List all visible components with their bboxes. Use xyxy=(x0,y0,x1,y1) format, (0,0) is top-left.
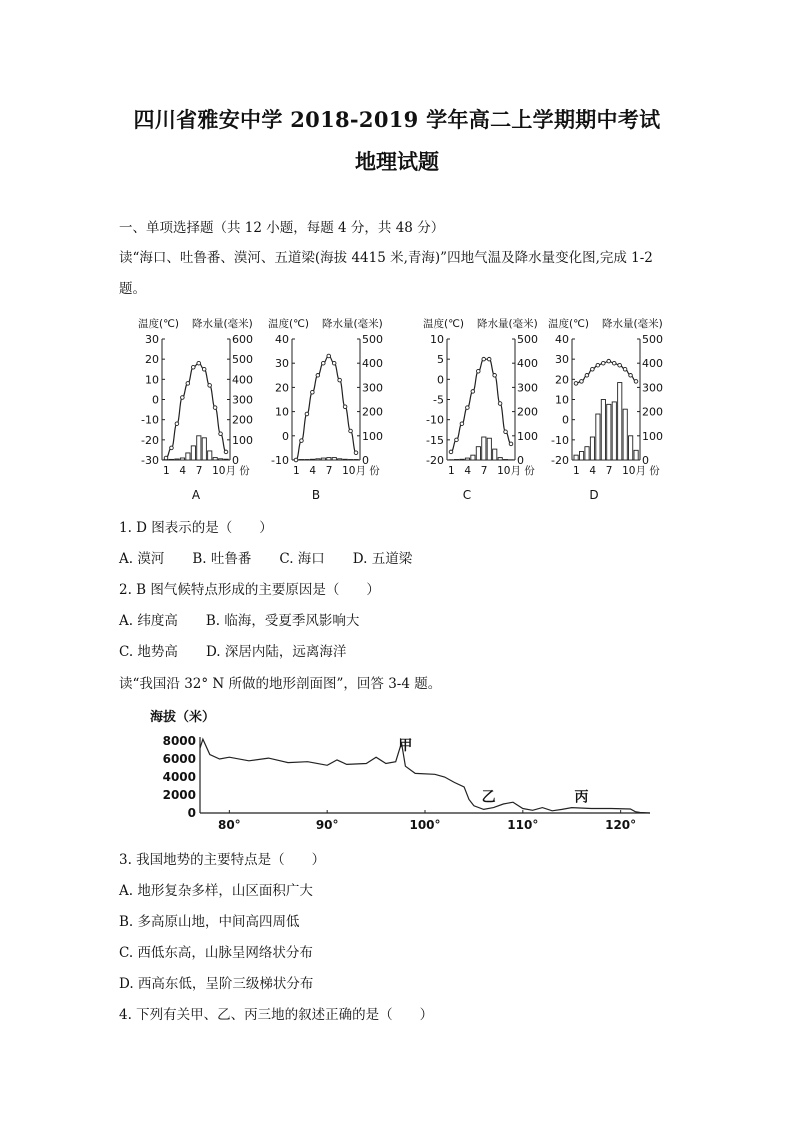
temperature-point xyxy=(327,354,331,358)
profile-annotation: 丙 xyxy=(574,789,589,806)
profile-y-tick-label: 8000 xyxy=(162,734,196,748)
precipitation-bar xyxy=(213,458,217,460)
temperature-point xyxy=(300,439,304,443)
temperature-point xyxy=(449,450,453,454)
precipitation-bar xyxy=(321,458,325,460)
precipitation-bar xyxy=(186,453,190,460)
precipitation-bar xyxy=(487,438,491,460)
option[interactable]: D. 五道梁 xyxy=(352,551,413,567)
precipitation-bar xyxy=(338,459,342,460)
temperature-point xyxy=(311,390,315,394)
temperature-line xyxy=(296,356,356,460)
temperature-point xyxy=(476,369,480,373)
precipitation-bar xyxy=(180,458,184,460)
precipitation-bar xyxy=(590,437,594,460)
precipitation-bar xyxy=(629,436,633,460)
precipitation-bar xyxy=(175,459,179,460)
temperature-point xyxy=(618,363,622,367)
precipitation-bar xyxy=(498,458,502,460)
temp-tick-label: 30 xyxy=(145,333,159,346)
temp-tick-label: -5 xyxy=(433,393,444,407)
option[interactable]: A. 漠河 xyxy=(119,551,165,567)
precip-tick-label: 400 xyxy=(517,357,538,371)
precipitation-bar xyxy=(224,459,228,460)
precipitation-bar xyxy=(585,447,589,460)
chart-label-d: D xyxy=(589,488,599,502)
precipitation-bar xyxy=(465,458,469,460)
temperature-point xyxy=(487,357,491,361)
option[interactable]: D. 西高东低，呈阶三级梯状分布 xyxy=(119,976,314,992)
precipitation-bar xyxy=(310,459,314,460)
temperature-point xyxy=(197,361,201,365)
temp-tick-label: 20 xyxy=(275,381,289,395)
profile-x-tick-label: 100° xyxy=(409,818,441,832)
temperature-point xyxy=(349,429,353,433)
precipitation-bar xyxy=(316,459,320,460)
temp-tick-label: 0 xyxy=(562,413,569,427)
profile-x-tick-label: 80° xyxy=(217,818,241,832)
temperature-point xyxy=(493,374,497,378)
precip-tick-label: 600 xyxy=(232,333,253,346)
precip-tick-label: 300 xyxy=(517,381,538,395)
option[interactable]: B. 多高原山地，中间高四周低 xyxy=(119,914,300,930)
month-tick-label: 10月 份 xyxy=(212,465,250,477)
temperature-point xyxy=(607,359,611,363)
precip-tick-label: 200 xyxy=(232,413,253,427)
climate-charts xyxy=(130,315,670,505)
chart-label-b: B xyxy=(311,488,321,502)
temperature-point xyxy=(338,378,342,382)
profile-y-tick-label: 4000 xyxy=(162,770,196,784)
precipitation-bar xyxy=(493,449,497,460)
terrain-profile-chart xyxy=(140,703,660,838)
precipitation-bar xyxy=(618,383,622,460)
month-tick-label: 1 xyxy=(293,465,300,477)
axis-title-temperature: 温度(℃) xyxy=(423,318,464,330)
paper-title: 四川省雅安中学 2018-2019 学年高二上学期期中考试 xyxy=(133,107,661,132)
temperature-point xyxy=(213,406,217,410)
temp-tick-label: 10 xyxy=(555,393,569,407)
temp-tick-label: -10 xyxy=(426,413,444,427)
precip-tick-label: 0 xyxy=(362,454,369,467)
month-tick-label: 10月 份 xyxy=(622,465,660,477)
precip-tick-label: 100 xyxy=(517,429,538,443)
month-tick-label: 10月 份 xyxy=(342,465,380,477)
precipitation-bar xyxy=(191,446,195,460)
temperature-point xyxy=(482,357,486,361)
temperature-point xyxy=(181,396,185,400)
precipitation-bar xyxy=(343,459,347,460)
precip-tick-label: 100 xyxy=(362,429,383,443)
axis-title-precipitation: 降水量(毫米) xyxy=(477,318,538,330)
precip-tick-label: 200 xyxy=(362,405,383,419)
temperature-point xyxy=(191,365,195,369)
precip-tick-label: 0 xyxy=(642,454,649,467)
question-3-stem: 3. 我国地势的主要特点是（ ） xyxy=(119,852,326,868)
month-tick-label: 4 xyxy=(464,465,472,477)
temp-tick-label: -10 xyxy=(271,454,289,467)
temp-tick-label: -20 xyxy=(141,433,159,447)
precip-tick-label: 100 xyxy=(642,429,663,443)
temperature-point xyxy=(574,382,578,386)
option[interactable]: D. 深居内陆，远离海洋 xyxy=(205,644,347,660)
option[interactable]: A. 地形复杂多样，山区面积广大 xyxy=(119,883,313,899)
precip-tick-label: 400 xyxy=(362,357,383,371)
temp-tick-label: -20 xyxy=(551,454,569,467)
profile-y-tick-label: 6000 xyxy=(162,752,196,766)
temp-tick-label: 0 xyxy=(152,393,159,407)
temperature-point xyxy=(224,450,228,454)
temperature-point xyxy=(504,430,508,434)
chart-label-c: C xyxy=(462,488,472,502)
temperature-point xyxy=(471,390,475,394)
precipitation-bar xyxy=(327,458,331,460)
temp-tick-label: 10 xyxy=(430,333,444,346)
temperature-point xyxy=(634,380,638,384)
profile-y-tick-label: 2000 xyxy=(162,788,196,802)
precip-tick-label: 500 xyxy=(517,333,538,346)
axis-title-temperature: 温度(℃) xyxy=(138,318,179,330)
temperature-point xyxy=(460,422,464,426)
precipitation-bar xyxy=(476,447,480,460)
axis-title-precipitation: 降水量(毫米) xyxy=(192,318,253,330)
precipitation-bar xyxy=(596,414,600,460)
option[interactable]: C. 海口 xyxy=(279,551,325,567)
temperature-point xyxy=(343,405,347,409)
temp-tick-label: 5 xyxy=(437,353,444,367)
intro-text-1b: 题。 xyxy=(119,281,146,297)
month-tick-label: 1 xyxy=(573,465,580,477)
temp-tick-label: 10 xyxy=(145,373,159,387)
profile-annotation: 乙 xyxy=(481,789,496,806)
profile-annotation: 甲 xyxy=(398,738,413,754)
precip-tick-label: 300 xyxy=(642,381,663,395)
temp-tick-label: 20 xyxy=(555,373,569,387)
profile-x-tick-label: 90° xyxy=(315,818,339,832)
temp-tick-label: -20 xyxy=(426,454,444,467)
precip-tick-label: 300 xyxy=(362,381,383,395)
precipitation-bar xyxy=(634,450,638,460)
precip-tick-label: 200 xyxy=(642,405,663,419)
axis-title-precipitation: 降水量(毫米) xyxy=(322,318,383,330)
precipitation-bar xyxy=(332,458,336,460)
temp-tick-label: -30 xyxy=(141,454,159,467)
temperature-point xyxy=(455,438,459,442)
option[interactable]: C. 地势高 xyxy=(119,644,178,660)
question-4-stem: 4. 下列有关甲、乙、丙三地的叙述正确的是（ ） xyxy=(119,1007,434,1023)
precipitation-bar xyxy=(574,455,578,460)
precip-tick-label: 500 xyxy=(642,333,663,346)
question-1-stem: 1. D 图表示的是（ ） xyxy=(119,520,273,536)
precipitation-bar xyxy=(623,409,627,460)
temperature-point xyxy=(219,432,223,436)
precip-tick-label: 200 xyxy=(517,405,538,419)
temperature-point xyxy=(321,361,325,365)
temperature-point xyxy=(585,374,589,378)
option[interactable]: B. 吐鲁番 xyxy=(192,551,252,567)
temperature-point xyxy=(466,406,470,410)
temperature-point xyxy=(509,442,513,446)
section-heading: 一、单项选择题（共 12 小题，每题 4 分，共 48 分） xyxy=(119,220,445,236)
temperature-point xyxy=(601,361,605,365)
precipitation-bar xyxy=(612,402,616,460)
axis-title-temperature: 温度(℃) xyxy=(268,318,309,330)
precipitation-bar xyxy=(460,459,464,460)
temperature-point xyxy=(591,367,595,371)
precipitation-bar xyxy=(202,438,206,460)
precip-tick-label: 300 xyxy=(232,393,253,407)
option[interactable]: A. 纬度高 xyxy=(119,613,178,629)
precipitation-bar xyxy=(579,452,583,460)
profile-y-title: 海拔（米） xyxy=(150,710,216,725)
precipitation-bar xyxy=(169,459,173,460)
precip-tick-label: 100 xyxy=(232,433,253,447)
month-tick-label: 4 xyxy=(589,465,597,477)
paper-subtitle: 地理试题 xyxy=(355,149,439,174)
temp-tick-label: -10 xyxy=(141,413,159,427)
option[interactable]: C. 西低东高，山脉呈网络状分布 xyxy=(119,945,313,961)
precipitation-bar xyxy=(607,404,611,460)
temp-tick-label: 10 xyxy=(275,405,289,419)
question-2-stem: 2. B 图气候特点形成的主要原因是（ ） xyxy=(119,582,380,598)
option[interactable]: B. 临海，受夏季风影响大 xyxy=(205,613,360,629)
temp-tick-label: 40 xyxy=(275,333,289,346)
precipitation-bar xyxy=(601,400,605,461)
temperature-point xyxy=(175,422,179,426)
temperature-point xyxy=(170,446,174,450)
intro-text-1: 读“海口、吐鲁番、漠河、五道梁(海拔 4415 米,青海)”四地气温及降水量变化图,完成 1-2 xyxy=(119,250,653,266)
profile-x-tick-label: 110° xyxy=(507,818,539,832)
precipitation-bar xyxy=(208,451,212,460)
temperature-line xyxy=(451,359,511,452)
intro-text-2: 读“我国沿 32° N 所做的地形剖面图”，回答 3-4 题。 xyxy=(119,676,442,692)
precip-tick-label: 0 xyxy=(232,454,239,467)
precip-tick-label: 500 xyxy=(232,353,253,367)
precipitation-bar xyxy=(197,436,201,460)
temperature-point xyxy=(202,367,206,371)
precipitation-bar xyxy=(482,437,486,460)
month-tick-label: 1 xyxy=(448,465,455,477)
temperature-point xyxy=(164,456,168,460)
month-tick-label: 7 xyxy=(480,465,488,477)
axis-title-temperature: 温度(℃) xyxy=(548,318,589,330)
month-tick-label: 10月 份 xyxy=(497,465,535,477)
precipitation-bar xyxy=(219,459,223,460)
temperature-point xyxy=(354,451,358,455)
temp-tick-label: 40 xyxy=(555,333,569,346)
month-tick-label: 4 xyxy=(309,465,317,477)
temp-tick-label: -15 xyxy=(426,433,444,447)
temperature-point xyxy=(294,458,298,462)
chart-label-a: A xyxy=(191,488,201,502)
month-tick-label: 7 xyxy=(325,465,333,477)
month-tick-label: 7 xyxy=(195,465,203,477)
temperature-point xyxy=(208,384,212,388)
temperature-point xyxy=(332,361,336,365)
temperature-line xyxy=(166,363,226,458)
precip-tick-label: 500 xyxy=(362,333,383,346)
precip-tick-label: 400 xyxy=(642,357,663,371)
temperature-point xyxy=(186,382,190,386)
precip-tick-label: 400 xyxy=(232,373,253,387)
temperature-point xyxy=(316,374,320,378)
month-tick-label: 1 xyxy=(163,465,170,477)
temp-tick-label: 30 xyxy=(275,357,289,371)
temperature-point xyxy=(612,361,616,365)
precipitation-bar xyxy=(471,455,475,460)
temperature-point xyxy=(629,374,633,378)
temperature-point xyxy=(498,402,502,406)
profile-y-tick-label: 0 xyxy=(187,806,196,820)
temperature-line xyxy=(576,361,636,383)
temperature-point xyxy=(623,367,627,371)
question-2-options-row1 xyxy=(119,612,387,630)
month-tick-label: 7 xyxy=(605,465,613,477)
month-tick-label: 4 xyxy=(179,465,187,477)
axis-title-precipitation: 降水量(毫米) xyxy=(602,318,663,330)
temperature-point xyxy=(305,412,309,416)
temp-tick-label: 0 xyxy=(437,373,444,387)
temperature-point xyxy=(580,380,584,384)
temp-tick-label: 0 xyxy=(282,429,289,443)
temp-tick-label: 20 xyxy=(145,353,159,367)
temp-tick-label: -10 xyxy=(551,433,569,447)
temperature-point xyxy=(596,363,600,367)
precip-tick-label: 0 xyxy=(517,454,524,467)
question-1-options xyxy=(119,550,440,568)
question-2-options-row2 xyxy=(119,643,374,661)
temp-tick-label: 30 xyxy=(555,353,569,367)
profile-x-tick-label: 120° xyxy=(605,818,637,832)
